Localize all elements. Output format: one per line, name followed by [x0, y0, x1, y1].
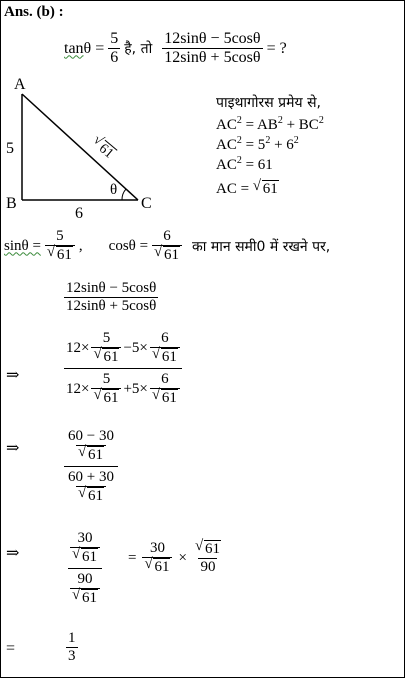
question-mark: = ?: [266, 39, 287, 57]
side-bc-label: 6: [75, 205, 83, 222]
step3-right-expression: = 30 √ 61 × √ 61 90: [128, 538, 220, 575]
step2-arrow: ⇒: [6, 440, 20, 457]
cos-fraction: 6 √ 61: [152, 228, 182, 264]
pythagoras-heading: पाइथागोरस प्रमेय से,: [216, 95, 321, 111]
hypotenuse-label: √ 61: [90, 132, 117, 162]
answer-label: Ans. (b) :: [4, 4, 64, 20]
pythagoras-line-1: $AC^2 = AB^2 + BC^2$: [216, 115, 324, 133]
tan-fraction: $\frac{5}{6}$: [110, 30, 119, 66]
expression-fraction: $\frac{12\sin\theta - 5\cos\theta}{12\sin\theta + 5\cos\theta}$: [164, 30, 261, 66]
pythagoras-line-3: $AC^2 = 61$: [216, 155, 273, 173]
pythagoras-line-4: AC = √ 61: [216, 178, 278, 197]
sin-fraction: 5 √ 61: [45, 228, 75, 264]
step3-arrow: ⇒: [6, 545, 20, 562]
step1-arrow: ⇒: [6, 367, 20, 384]
sin-cos-values: sinθ = 5 √ 61 , cosθ = 6 √ 61 का मान समी0 में रखने पर,: [4, 228, 331, 263]
final-answer-fraction: $\frac{1}{3}$: [68, 630, 76, 664]
hai-to-text: है, तो: [124, 41, 153, 57]
step0-expression: $\frac{12\sin\theta - 5\cos\theta}{12\sin\theta + 5\cos\theta}$: [66, 280, 157, 314]
pythagoras-line-2: $AC^2 = 5^2 + 6^2$: [216, 135, 299, 153]
step3-left-fraction: 30 √ 61 90 √ 61: [68, 530, 102, 607]
sin-label: sinθ =: [4, 237, 41, 254]
problem-statement: [64, 30, 287, 67]
tan-label: tanθ: [64, 39, 92, 57]
substitution-text: का मान समी0 में रखने पर,: [192, 238, 331, 255]
angle-arc: [122, 189, 126, 200]
step1-expression: 12× 5 √ 61 −5× 6 √ 61 12× 5 √ 61 +5× 6 √ 61: [64, 330, 182, 407]
vertex-b-label: B: [6, 195, 17, 212]
theta-label: θ: [110, 182, 118, 198]
side-ac: [22, 94, 138, 200]
step4-equals: =: [6, 640, 16, 657]
vertex-a-label: A: [14, 76, 26, 93]
cos-label: cosθ =: [108, 237, 149, 254]
vertex-c-label: C: [141, 195, 152, 212]
side-ab-label: 5: [6, 140, 14, 157]
step2-expression: 60 − 30 √ 61 60 + 30 √ 61: [64, 428, 118, 505]
equals-sign: =: [95, 39, 105, 57]
